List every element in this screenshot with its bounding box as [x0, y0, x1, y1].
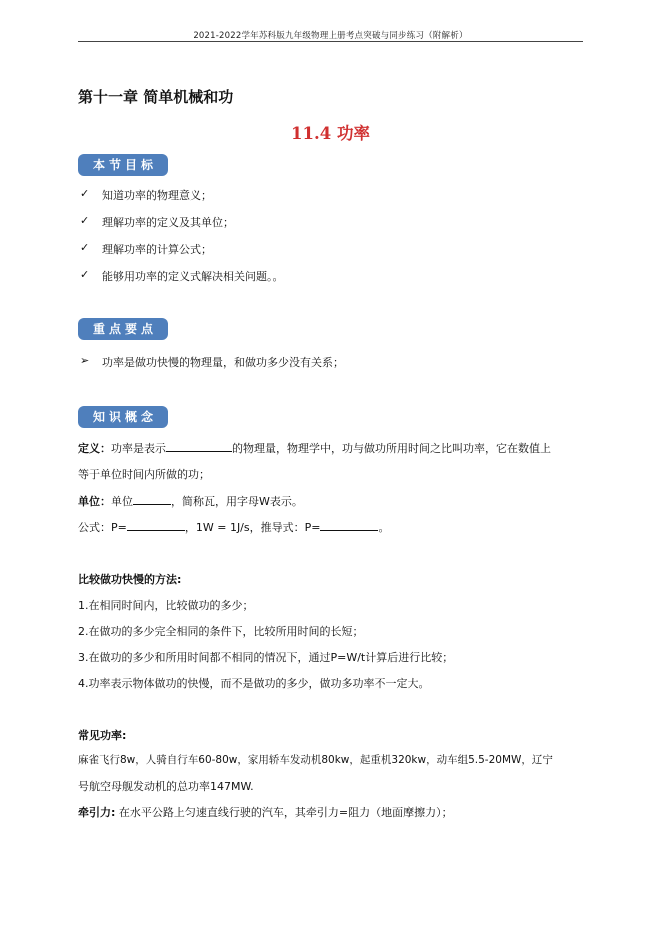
- traction-text: 在水平公路上匀速直线行驶的汽车，其牵引力=阻力（地面摩擦力）；: [118, 806, 453, 819]
- header-rule: [78, 41, 583, 42]
- common-power-line-1: 麻雀飞行8w，人骑自行车60-80w，家用轿车发动机80kw，起重机320kw，动车组5.5-20MW，辽宁: [78, 754, 553, 766]
- check-icon: ✓: [80, 268, 90, 281]
- chapter-title: 第十一章 简单机械和功: [78, 88, 234, 106]
- goal-text: 能够用功率的定义式解决相关问题。。: [102, 270, 284, 283]
- common-power-line-2: 号航空母舰发动机的总功率147MW.: [78, 780, 254, 793]
- compare-item: 4.功率表示物体做功的快慢，而不是做功的多少，做功多功率不一定大。: [78, 677, 430, 690]
- check-icon: ✓: [80, 241, 90, 254]
- page-header: 2021-2022学年苏科版九年级物理上册考点突破与同步练习（附解析）: [193, 31, 468, 41]
- definition-line-1: [78, 440, 551, 456]
- formula-label: 公式：: [78, 521, 111, 534]
- derived-formula-blank[interactable]: [320, 519, 378, 531]
- definition-text-b: 的物理量，物理学中，功与做功所用时间之比叫功率，它在数值上: [232, 442, 551, 455]
- check-icon: ✓: [80, 187, 90, 200]
- unit-text-a: 单位: [111, 495, 133, 508]
- definition-blank[interactable]: [166, 440, 232, 452]
- traction-label: 牵引力:: [78, 806, 116, 819]
- compare-item: 2.在做功的多少完全相同的条件下，比较所用时间的长短；: [78, 625, 364, 638]
- unit-line: [78, 493, 303, 509]
- lesson-title: 11.4 功率: [291, 124, 370, 143]
- key-point-text: 功率是做功快慢的物理量，和做功多少没有关系；: [102, 356, 344, 369]
- definition-text-a: 功率是表示: [111, 442, 166, 455]
- compare-title: 比较做功快慢的方法:: [78, 573, 182, 586]
- traction-line: [78, 804, 453, 820]
- goal-item: [0, 214, 661, 230]
- section-badge-concepts: 知识概念: [78, 406, 168, 428]
- section-badge-goals: 本节目标: [78, 154, 168, 176]
- goal-text: 理解功率的计算公式；: [102, 243, 212, 256]
- compare-item: 1.在相同时间内，比较做功的多少；: [78, 599, 254, 612]
- arrow-bullet-icon: ➢: [80, 354, 90, 367]
- section-badge-key-points: 重点要点: [78, 318, 168, 340]
- goal-text: 理解功率的定义及其单位；: [102, 216, 234, 229]
- formula-text-a: P=: [111, 521, 127, 534]
- check-icon: ✓: [80, 214, 90, 227]
- formula-line: [78, 519, 389, 535]
- common-power-title: 常见功率:: [78, 729, 127, 742]
- formula-text-c: 。: [378, 521, 390, 534]
- key-point-item: [0, 354, 661, 370]
- unit-label: 单位：: [78, 495, 111, 508]
- goal-item: [0, 268, 661, 284]
- goal-text: 知道功率的物理意义；: [102, 189, 212, 202]
- compare-item: 3.在做功的多少和所用时间都不相同的情况下，通过P=W/t计算后进行比较；: [78, 651, 454, 664]
- unit-blank[interactable]: [133, 493, 171, 505]
- unit-text-b: ，简称瓦，用字母W表示。: [171, 495, 303, 508]
- goal-item: [0, 241, 661, 257]
- formula-blank[interactable]: [127, 519, 185, 531]
- definition-line-2: 等于单位时间内所做的功；: [78, 468, 210, 481]
- goal-item: [0, 187, 661, 203]
- definition-label: 定义：: [78, 442, 111, 455]
- formula-text-b: ，1W = 1J/s，推导式：P=: [184, 521, 321, 534]
